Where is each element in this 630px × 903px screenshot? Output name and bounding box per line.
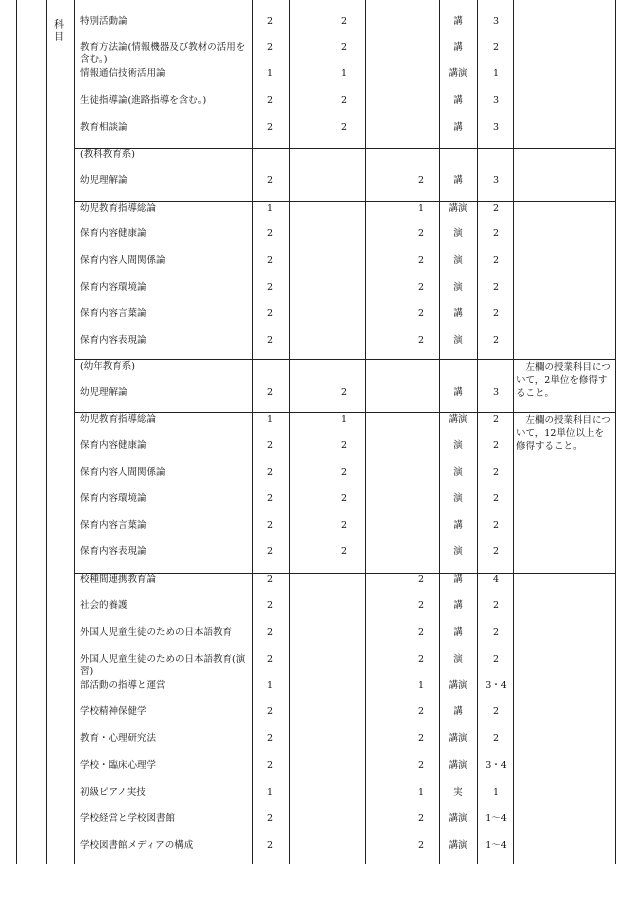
column-rule	[16, 0, 17, 864]
credits-required: 2	[340, 546, 348, 557]
credits-total: 2	[266, 627, 274, 638]
year-level: 3	[492, 95, 500, 106]
credits-elective: 2	[417, 840, 425, 851]
credits-total: 2	[266, 840, 274, 851]
credits-total: 2	[266, 733, 274, 744]
course-name: 社会的養護	[80, 600, 128, 611]
class-type: 演	[453, 467, 463, 478]
class-type: 講	[453, 16, 463, 27]
course-name: 保育内容表現論	[80, 335, 147, 346]
class-type: 講演	[448, 680, 468, 691]
course-name: 外国人児童生徒のための日本語教育(演習)	[80, 654, 246, 677]
course-name: 初級ピアノ実技	[80, 787, 146, 798]
credits-total: 2	[266, 228, 274, 239]
credits-elective: 1	[417, 203, 425, 214]
year-level: 2	[492, 255, 500, 266]
credits-required: 2	[340, 387, 348, 398]
credits-elective: 2	[417, 308, 425, 319]
year-level: 4	[492, 574, 500, 585]
credits-required: 2	[340, 520, 348, 531]
year-level: 2	[492, 627, 500, 638]
course-name: 保育内容人間関係論	[80, 467, 166, 478]
course-name: 教育・心理研究法	[80, 733, 157, 744]
credits-elective: 2	[417, 335, 425, 346]
year-level: 2	[492, 733, 500, 744]
class-type: 講	[453, 574, 463, 585]
row-rule	[74, 359, 615, 360]
class-type: 講	[453, 122, 463, 133]
credits-total: 2	[266, 440, 274, 451]
class-type: 講演	[448, 733, 468, 744]
course-name: 保育内容人間関係論	[80, 255, 166, 266]
credits-elective: 2	[417, 733, 425, 744]
credits-total: 2	[266, 95, 274, 106]
year-level: 2	[492, 203, 500, 214]
column-rule	[252, 0, 253, 864]
course-name: 学校経営と学校図書館	[80, 813, 176, 824]
credits-total: 2	[266, 467, 274, 478]
credits-total: 2	[266, 308, 274, 319]
credits-required: 2	[340, 16, 348, 27]
credits-total: 2	[266, 546, 274, 557]
credits-total: 1	[266, 203, 274, 214]
credits-total: 2	[266, 493, 274, 504]
column-rule	[365, 0, 366, 864]
course-name: 部活動の指導と運営	[80, 680, 166, 691]
class-type: 講	[453, 387, 463, 398]
class-type: 演	[453, 255, 463, 266]
course-name: 生徒指導論(進路指導を含む。)	[80, 95, 207, 106]
course-name: 保育内容表現論	[80, 546, 147, 557]
year-level: 3・4	[485, 680, 507, 691]
class-type: 講	[453, 627, 463, 638]
row-rule	[74, 148, 615, 149]
column-rule	[439, 0, 440, 864]
course-name: 保育内容健康論	[80, 228, 147, 239]
class-type: 講	[453, 308, 463, 319]
class-type: 講	[453, 42, 463, 53]
class-type: 講演	[448, 813, 468, 824]
row-rule	[74, 412, 615, 413]
class-type: 講演	[448, 414, 468, 425]
course-name: 保育内容健康論	[80, 440, 147, 451]
class-type: 演	[453, 228, 463, 239]
side-label: 科目	[54, 20, 64, 43]
credits-total: 2	[266, 574, 274, 585]
year-level: 2	[492, 440, 500, 451]
column-rule	[477, 0, 478, 864]
course-name: 幼児理解論	[80, 387, 128, 398]
credits-total: 1	[266, 414, 274, 425]
year-level: 2	[492, 414, 500, 425]
class-type: 演	[453, 282, 463, 293]
credits-total: 2	[266, 654, 274, 665]
course-name: (幼年教育系)	[80, 361, 135, 372]
credits-total: 2	[266, 255, 274, 266]
credits-required: 2	[340, 493, 348, 504]
class-type: 実	[453, 787, 463, 798]
course-name: 保育内容環境論	[80, 493, 147, 504]
year-level: 2	[492, 335, 500, 346]
year-level: 3	[492, 175, 500, 186]
row-rule	[74, 573, 615, 574]
class-type: 演	[453, 440, 463, 451]
year-level: 2	[492, 228, 500, 239]
requirement-note: 左欄の授業科目について，2単位を修得すること。	[516, 362, 611, 399]
credits-total: 2	[266, 42, 274, 53]
credits-total: 2	[266, 335, 274, 346]
class-type: 講	[453, 175, 463, 186]
credits-total: 2	[266, 282, 274, 293]
class-type: 講演	[448, 68, 468, 79]
credits-required: 1	[340, 68, 348, 79]
credits-total: 2	[266, 122, 274, 133]
credits-total: 2	[266, 600, 274, 611]
class-type: 講	[453, 706, 463, 717]
credits-elective: 2	[417, 654, 425, 665]
course-name: 保育内容言葉論	[80, 308, 147, 319]
credits-elective: 2	[417, 228, 425, 239]
credits-total: 1	[266, 68, 274, 79]
credits-elective: 2	[417, 813, 425, 824]
year-level: 2	[492, 282, 500, 293]
course-name: 保育内容環境論	[80, 282, 147, 293]
credits-elective: 2	[417, 760, 425, 771]
credits-total: 1	[266, 787, 274, 798]
credits-total: 2	[266, 175, 274, 186]
credits-elective: 2	[417, 255, 425, 266]
course-name: (教科教育系)	[80, 149, 135, 160]
credits-total: 2	[266, 760, 274, 771]
column-rule	[615, 0, 616, 864]
class-type: 講演	[448, 760, 468, 771]
class-type: 講	[453, 520, 463, 531]
class-type: 講演	[448, 840, 468, 851]
credits-required: 2	[340, 42, 348, 53]
credits-total: 2	[266, 387, 274, 398]
year-level: 1	[492, 68, 500, 79]
year-level: 2	[492, 706, 500, 717]
credits-elective: 2	[417, 627, 425, 638]
year-level: 2	[492, 42, 500, 53]
year-level: 3	[492, 16, 500, 27]
class-type: 講演	[448, 203, 468, 214]
credits-required: 2	[340, 440, 348, 451]
course-name: 教育相談論	[80, 122, 128, 133]
course-name: 教育方法論(情報機器及び教材の活用を含む。)	[80, 42, 246, 65]
credits-elective: 1	[417, 680, 425, 691]
credits-required: 2	[340, 95, 348, 106]
credits-elective: 2	[417, 175, 425, 186]
year-level: 2	[492, 467, 500, 478]
credits-elective: 2	[417, 574, 425, 585]
credits-elective: 2	[417, 282, 425, 293]
year-level: 1〜4	[485, 840, 507, 851]
credits-total: 1	[266, 680, 274, 691]
class-type: 演	[453, 335, 463, 346]
course-name: 特別活動論	[80, 16, 128, 27]
column-rule	[74, 0, 75, 864]
course-name: 保育内容言葉論	[80, 520, 147, 531]
credits-required: 1	[340, 414, 348, 425]
credits-total: 2	[266, 706, 274, 717]
year-level: 1〜4	[485, 813, 507, 824]
course-name: 情報通信技術活用論	[80, 68, 166, 79]
year-level: 2	[492, 654, 500, 665]
course-name: 幼児教育指導総論	[80, 414, 157, 425]
row-rule	[74, 201, 615, 202]
year-level: 2	[492, 308, 500, 319]
column-rule	[46, 0, 47, 864]
credits-total: 2	[266, 16, 274, 27]
course-name: 学校・臨床心理学	[80, 760, 157, 771]
requirement-note: 左欄の授業科目について，12単位以上を修得すること。	[516, 415, 611, 452]
course-name: 幼児理解論	[80, 175, 128, 186]
column-rule	[513, 0, 514, 864]
course-name: 学校図書館メディアの構成	[80, 840, 194, 851]
class-type: 講	[453, 95, 463, 106]
year-level: 3	[492, 387, 500, 398]
year-level: 2	[492, 546, 500, 557]
year-level: 1	[492, 787, 500, 798]
year-level: 2	[492, 493, 500, 504]
year-level: 3	[492, 122, 500, 133]
course-name: 幼児教育指導総論	[80, 203, 157, 214]
credits-total: 2	[266, 520, 274, 531]
class-type: 演	[453, 546, 463, 557]
course-name: 学校精神保健学	[80, 706, 147, 717]
credits-elective: 2	[417, 600, 425, 611]
year-level: 2	[492, 520, 500, 531]
year-level: 3・4	[485, 760, 507, 771]
credits-total: 2	[266, 813, 274, 824]
column-rule	[289, 0, 290, 864]
course-name: 外国人児童生徒のための日本語教育	[80, 627, 233, 638]
class-type: 演	[453, 654, 463, 665]
class-type: 講	[453, 600, 463, 611]
credits-elective: 2	[417, 706, 425, 717]
year-level: 2	[492, 600, 500, 611]
class-type: 演	[453, 493, 463, 504]
course-name: 校種間連携教育論	[80, 574, 157, 585]
credits-required: 2	[340, 122, 348, 133]
credits-required: 2	[340, 467, 348, 478]
credits-elective: 1	[417, 787, 425, 798]
